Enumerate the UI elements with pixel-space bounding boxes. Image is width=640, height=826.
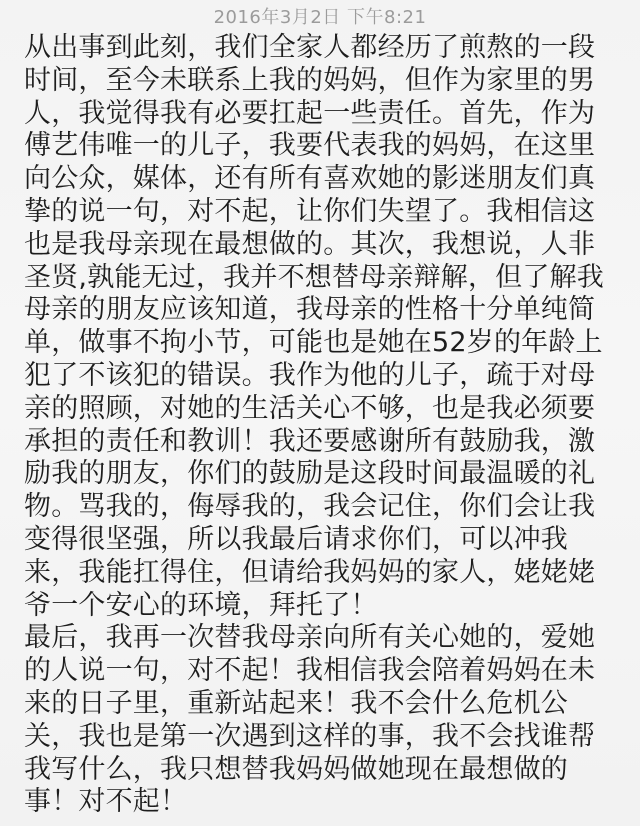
note-line-6: 挚的说一句，对不起，让你们失望了。我相信这 — [24, 195, 596, 227]
note-line-23: 我写什么，我只想替我妈妈做她现在最想做的 — [24, 753, 568, 785]
note-line-19: 最后，我再一次替我母亲向所有关心她的，爱她 — [24, 622, 596, 654]
note-line-17: 来，我能扛得住，但请给我妈妈的家人，姥姥姥 — [24, 556, 596, 588]
note-text-body[interactable] — [24, 32, 620, 822]
note-line-16: 变得很坚强，所以我最后请求你们，可以冲我 — [24, 523, 568, 555]
note-line-24: 事！对不起！ — [24, 786, 188, 818]
note-timestamp: 2016年3月2日 下午8:21 — [213, 7, 427, 28]
note-line-4: 傅艺伟唯一的儿子，我要代表我的妈妈，在这里 — [24, 130, 596, 162]
note-line-3: 人，我觉得我有必要扛起一些责任。首先，作为 — [24, 97, 596, 129]
note-line-10: 单，做事不拘小节，可能也是她在52岁的年龄上 — [24, 327, 603, 359]
note-line-22: 关，我也是第一次遇到这样的事，我不会找谁帮 — [24, 720, 596, 752]
note-line-9: 母亲的朋友应该知道，我母亲的性格十分单纯简 — [24, 294, 596, 326]
note-line-12: 亲的照顾，对她的生活关心不够，也是我必须要 — [24, 392, 596, 424]
note-line-7: 也是我母亲现在最想做的。其次，我想说，人非 — [24, 228, 596, 260]
note-line-20: 的人说一句，对不起！我相信我会陪着妈妈在未 — [24, 655, 596, 687]
note-line-8: 圣贤,孰能无过，我并不想替母亲辩解，但了解我 — [24, 261, 604, 293]
note-line-2: 时间，至今未联系上我的妈妈，但作为家里的男 — [24, 64, 596, 96]
note-line-11: 犯了不该犯的错误。我作为他的儿子，疏于对母 — [24, 359, 596, 391]
note-line-5: 向公众，媒体，还有所有喜欢她的影迷朋友们真 — [24, 163, 596, 195]
note-line-13: 承担的责任和教训！我还要感谢所有鼓励我，激 — [24, 425, 596, 457]
note-line-14: 励我的朋友，你们的鼓励是这段时间最温暖的礼 — [24, 458, 596, 490]
note-line-18: 爷一个安心的环境，拜托了！ — [24, 589, 378, 621]
note-line-1: 从出事到此刻，我们全家人都经历了煎熬的一段 — [24, 32, 596, 63]
note-line-21: 来的日子里，重新站起来！我不会什么危机公 — [24, 687, 568, 719]
note-line-15: 物。骂我的，侮辱我的，我会记住，你们会让我 — [24, 491, 596, 523]
